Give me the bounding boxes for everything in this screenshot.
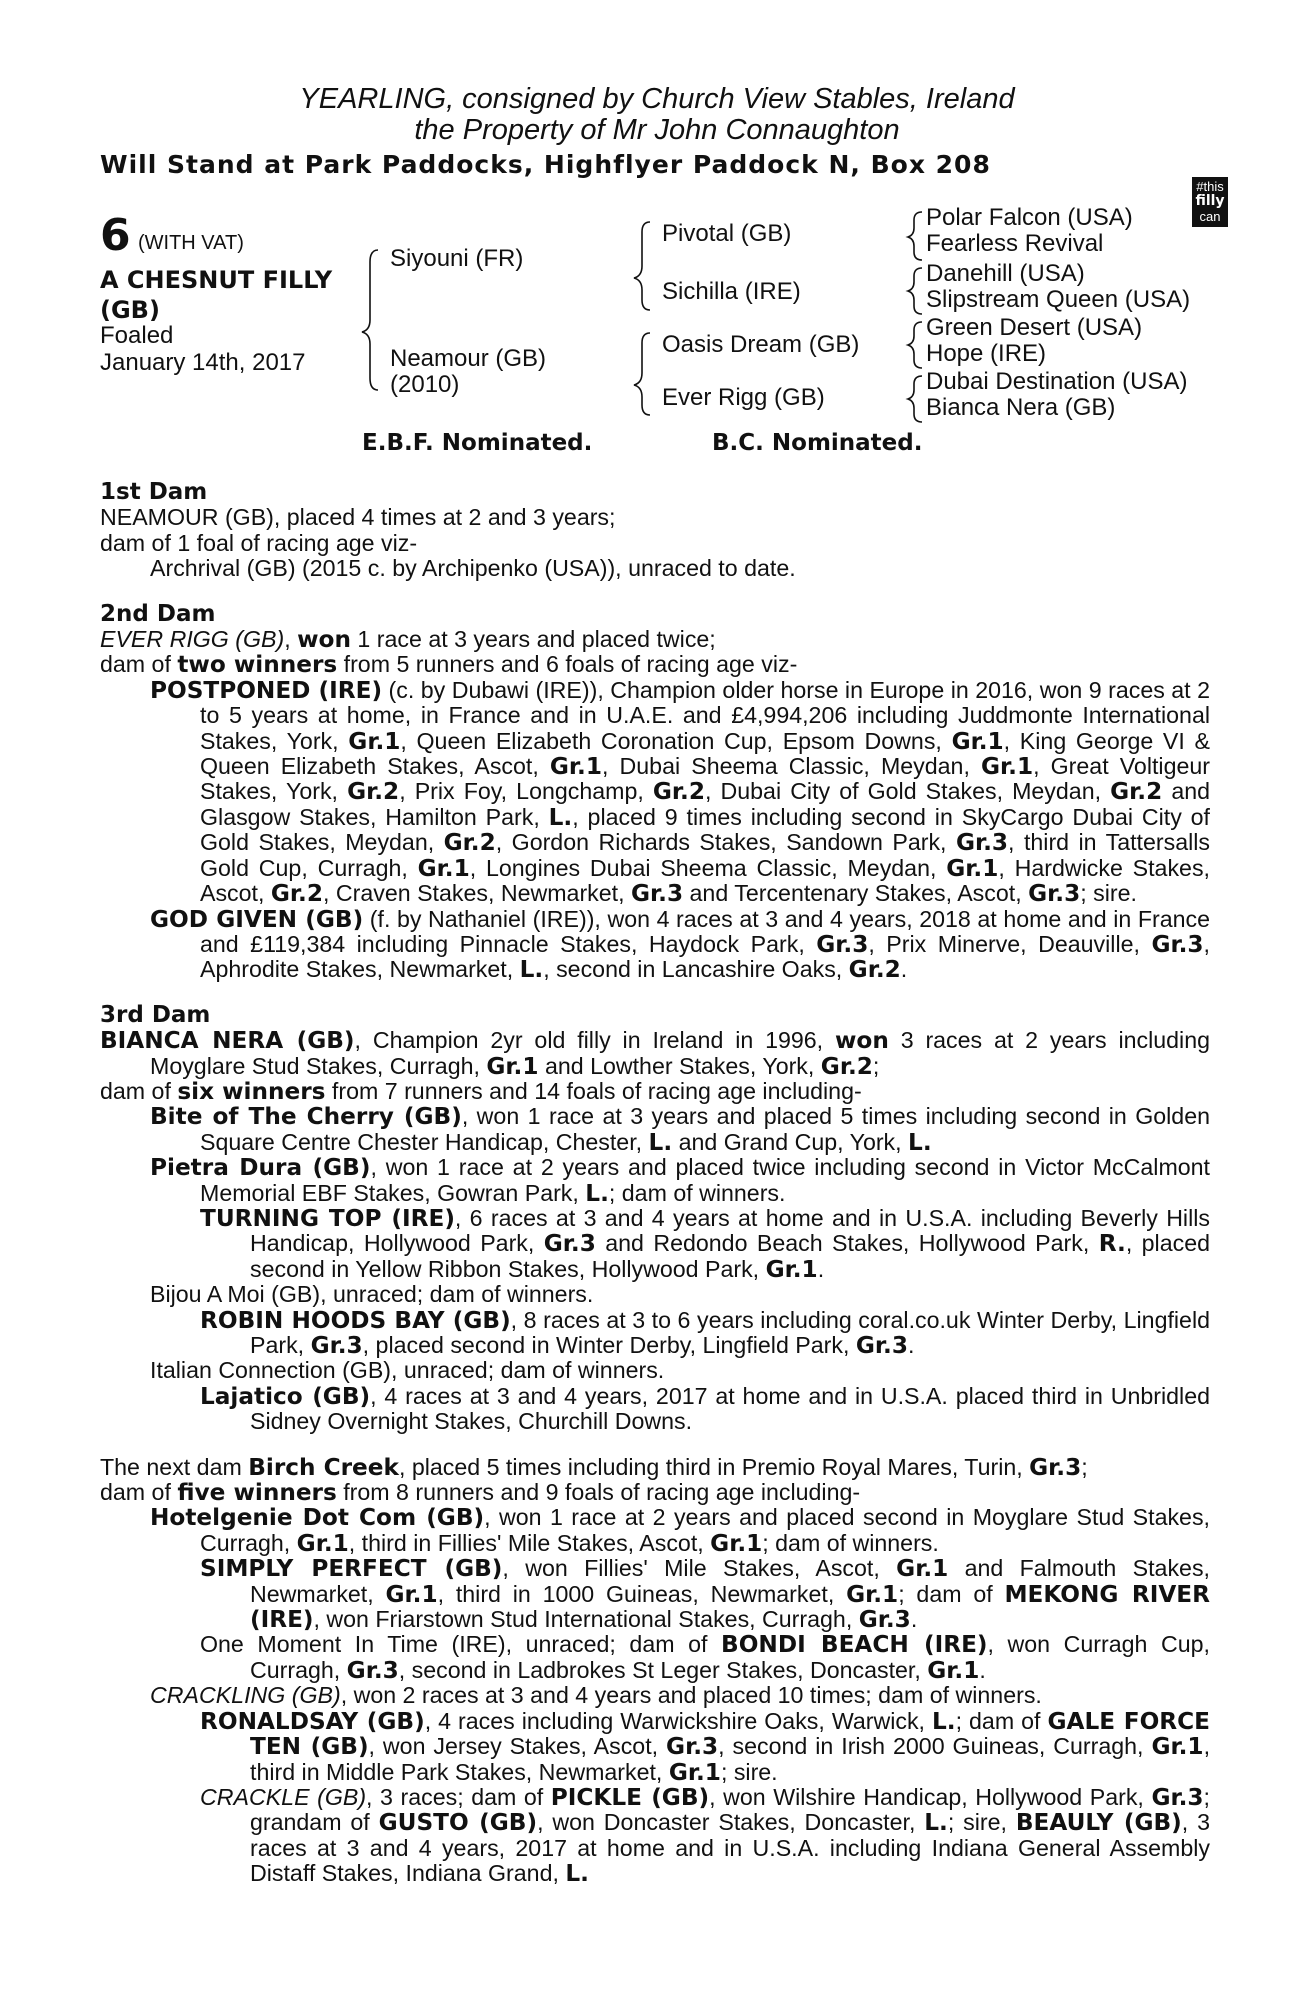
text-run: , Queen Elizabeth Coronation Cup, Epsom Downs, (400, 727, 952, 754)
text-run: , second in Irish 2000 Guineas, Curragh, (718, 1733, 1152, 1760)
entry-lajatico: Lajatico (GB), 4 races at 3 and 4 years, 2017 at home and in U.S.A. placed third in Unbridled Sidney Overnight Stakes, Churchill Downs. (200, 1382, 1210, 1435)
text-run: CRACKLING (GB) (150, 1682, 341, 1709)
text-run: Gr.1 (348, 727, 401, 755)
text-run: Gr.3 (310, 1332, 363, 1359)
text-run: , third in Tattersalls Gold Cup, Curragh, (200, 829, 1210, 881)
text-run: Gr.1 (927, 1656, 980, 1684)
next-dam-line (100, 1455, 1210, 1480)
text-run: L. (648, 1128, 673, 1156)
text-run: L. (932, 1707, 956, 1735)
text-run: , third in Middle Park Stakes, Newmarket, (250, 1733, 1211, 1785)
text-run: , won Doncaster Stakes, Doncaster, (537, 1809, 925, 1836)
family-notes (100, 480, 1210, 1887)
bc-nominated: B.C. Nominated. (712, 430, 923, 456)
text-run: dam of (100, 1077, 178, 1104)
text-run: , placed second in Yellow Ribbon Stakes, Hollywood Park, (250, 1230, 1210, 1282)
text-run: Gr.3 (630, 880, 684, 908)
text-run: L. (585, 1179, 609, 1207)
entry-bite-of-the-cherry: Bite of The Cherry (GB), won 1 race at 3 years and placed 5 times including second in Golden Square Centre Chester Handicap, Chester, L. and Grand Cup, York, L. (150, 1103, 1210, 1156)
text-run: , Dubai City of Gold Stakes, Meydan, (705, 778, 1111, 805)
text-run: , Hardwicke Stakes, Ascot, (200, 854, 1210, 907)
text-run: , third in Fillies' Mile Stakes, Ascot, (348, 1529, 711, 1556)
entry-crackling (150, 1683, 1210, 1708)
next-dam-winners (100, 1480, 1210, 1505)
text-run: ; (872, 1052, 880, 1079)
text-run: PICKLE (GB) (550, 1783, 710, 1811)
sire-sire: Pivotal (GB) (662, 220, 792, 247)
text-run: L. (565, 1860, 589, 1888)
this-filly-can-logo: #this filly can (1192, 177, 1228, 227)
first-dam-line: NEAMOUR (GB), placed 4 times at 2 and 3 years; (100, 504, 616, 531)
third-dam-winners (100, 1079, 1210, 1104)
text-run: Gr.1 (710, 1529, 763, 1557)
text-run: L. (548, 803, 573, 831)
text-run: Gr.1 (946, 854, 999, 882)
text-run: Gr.2 (652, 778, 705, 806)
ebf-nominated: E.B.F. Nominated. (362, 430, 593, 456)
text-run: , won 1 race at 2 years and placed second in Moyglare Stud Stakes, Curragh, (200, 1504, 1210, 1556)
text-run: dam of (100, 1479, 178, 1506)
text-run: Gr.1 (385, 1580, 438, 1608)
entry-postponed: POSTPONED (IRE) (c. by Dubawi (IRE)), Champion older horse in Europe in 2016, won 9 races at 2 to 5 years at home, in France and in U.A.E. and £4,994,206 including Juddmonte International Stakes, York, Gr.1, Queen Elizabeth Coronation Cup, Epsom Downs, Gr.1, King George VI & Queen Elizabeth Stakes, Ascot, Gr.1, Dubai Sheema Classic, Meydan, Gr.1, Great Voltigeur Stakes, York, Gr.2, Prix Foy, Longchamp, Gr.2, Dubai City of Gold Stakes, Meydan, Gr.2 and Glasgow Stakes, Hamilton Park, L., placed 9 times including second in SkyCargo Dubai City of Gold Stakes, Meydan, Gr.2, Gordon Richards Stakes, Sandown Park, Gr.3, third in Tattersalls Gold Cup, Curragh, Gr.1, Longines Dubai Sheema Classic, Meydan, Gr.1, Hardwicke Stakes, Ascot, Gr.2, Craven Stakes, Newmarket, Gr.3 and Tercentenary Stakes, Ascot, Gr.3; sire. (150, 676, 1211, 908)
text-run: , King George VI & Queen Elizabeth Stakes, Ascot, (200, 727, 1210, 780)
dam-year: (2010) (390, 371, 460, 398)
dam-name: Neamour (GB) (390, 345, 547, 372)
first-dam-foals: dam of 1 foal of racing age viz- (100, 529, 418, 556)
text-run: Gr.2 (848, 956, 901, 984)
text-run: , 4 races including Warwickshire Oaks, Warwick, (424, 1707, 932, 1734)
text-run: Gr.1 (417, 854, 470, 882)
text-run: , won 1 race at 2 years and placed twice including second in Victor McCalmont Memorial EBF Stakes, Gowran Park, (200, 1154, 1210, 1206)
text-run: five winners (177, 1479, 337, 1507)
text-run: , 6 races at 3 and 4 years at home and in U.S.A. including Beverly Hills Handicap, Hollywood Park, (250, 1204, 1210, 1257)
entry-ronaldsay: RONALDSAY (GB), 4 races including Warwickshire Oaks, Warwick, L.; dam of GALE FORCE TEN (GB), won Jersey Stakes, Ascot, Gr.3, second in Irish 2000 Guineas, Curragh, Gr.1, third in Middle Park Stakes, Newmarket, Gr.1; sire. (200, 1707, 1211, 1786)
text-run: Gr.1 (981, 753, 1034, 781)
text-run: 3 races at 2 years including Moyglare Stud Stakes, Curragh, (150, 1027, 1210, 1079)
sire-dam: Sichilla (IRE) (662, 278, 801, 305)
text-run: , Great Voltigeur Stakes, York, (200, 753, 1210, 805)
text-run: . (979, 1656, 986, 1683)
text-run: Gr.3 (1028, 880, 1081, 908)
gen3-1: Polar Falcon (USA) (926, 204, 1133, 231)
gen3-3: Danehill (USA) (926, 260, 1085, 287)
text-run: One Moment In Time (IRE), unraced; dam of (200, 1631, 722, 1658)
text-run: . (910, 1606, 918, 1633)
text-run: . (907, 1332, 915, 1358)
text-run: and Lowther Stakes, York, (538, 1052, 821, 1079)
entry-turning-top: TURNING TOP (IRE), 6 races at 3 and 4 years at home and in U.S.A. including Beverly Hills Handicap, Hollywood Park, Gr.3 and Redondo Beach Stakes, Hollywood Park, R., placed second in Yellow Ribbon Stakes, Hollywood Park, Gr.1. (200, 1204, 1210, 1283)
text-run: and Falmouth Stakes, Newmarket, (250, 1555, 1210, 1607)
second-dam-heading: 2nd Dam (100, 600, 216, 627)
text-run: (f. by Nathaniel (IRE)), won 4 races at 3 and 4 years, 2018 at home and in France and £119,384 including Pinnacle Stakes, Haydock Park, (200, 905, 1210, 957)
text-run: BONDI BEACH (IRE) (721, 1631, 988, 1659)
text-run: Gr.1 (549, 753, 602, 781)
text-run: , Gordon Richards Stakes, Sandown Park, (495, 829, 956, 856)
text-run: , placed second in Winter Derby, Lingfield Park, (362, 1332, 856, 1358)
stand-location: Will Stand at Park Paddocks, Highflyer Paddock N, Box 208 (100, 150, 991, 179)
text-run: six winners (177, 1077, 326, 1105)
text-run: , won 1 race at 3 years and placed 5 times including second in Golden Square Centre Chester Handicap, Chester, (200, 1103, 1210, 1155)
text-run: and Grand Cup, York, (672, 1128, 909, 1155)
entry-bianca-nera: BIANCA NERA (GB), Champion 2yr old filly in Ireland in 1996, won 3 races at 2 years including Moyglare Stud Stakes, Curragh, Gr.1 and Lowther Stakes, York, Gr.2; (100, 1027, 1210, 1080)
text-run: , won Curragh Cup, Curragh, (250, 1631, 1210, 1683)
text-run: Gr.2 (820, 1052, 873, 1080)
text-run: Gr.3 (1029, 1453, 1082, 1481)
entry-crackle: CRACKLE (GB), 3 races; dam of PICKLE (GB), won Wilshire Handicap, Hollywood Park, Gr.3; grandam of GUSTO (GB), won Doncaster Stakes, Doncaster, L.; sire, BEAULY (GB), 3 races at 3 and 4 years, 2017 at home and in U.S.A. including Indiana General Assembly Distaff Stakes, Indiana Grand, L. (200, 1783, 1210, 1888)
text-run: and Tercentenary Stakes, Ascot, (683, 880, 1029, 907)
text-run: ; (1081, 1453, 1088, 1480)
text-run: ; sire. (1080, 880, 1137, 907)
lot-number: 6 (100, 210, 131, 261)
text-run: , Longines Dubai Sheema Classic, Meydan, (469, 854, 947, 881)
text-run: Gr.2 (443, 829, 496, 857)
text-run: , second in Ladbrokes St Leger Stakes, Doncaster, (398, 1656, 928, 1683)
text-run: Gr.3 (955, 829, 1009, 857)
text-run: Gr.3 (1151, 930, 1204, 958)
text-run: , Aphrodite Stakes, Newmarket, (200, 930, 1210, 983)
gen3-4: Slipstream Queen (USA) (926, 286, 1191, 313)
text-run: Gr.3 (855, 1332, 908, 1359)
text-run: , won Jersey Stakes, Ascot, (368, 1733, 667, 1760)
text-run: , won 2 races at 3 and 4 years and placed 10 times; dam of winners. (340, 1682, 1042, 1709)
text-run: MEKONG RIVER (IRE) (250, 1580, 1211, 1634)
text-run: . (817, 1255, 825, 1282)
first-dam-heading: 1st Dam (100, 479, 208, 505)
text-run: The next dam (100, 1453, 249, 1480)
text-run: Gr.2 (270, 880, 323, 908)
text-run: , Prix Minerve, Deauville, (868, 930, 1152, 957)
consignment-line: YEARLING, consigned by Church View Stables, Ireland (299, 83, 1015, 115)
text-run: Gr.2 (1110, 778, 1163, 806)
text-run: L. (924, 1809, 948, 1837)
text-run: , 3 races at 3 and 4 years, 2017 at home and in U.S.A. including Indiana General Assembly Distaff Stakes, Indiana Grand, (250, 1809, 1210, 1887)
dam-dam: Ever Rigg (GB) (662, 384, 825, 411)
gen3-7: Dubai Destination (USA) (926, 368, 1188, 395)
text-run: , third in 1000 Guineas, Newmarket, (437, 1580, 847, 1607)
entry-italian-connection: Italian Connection (GB), unraced; dam of winners. (150, 1357, 665, 1384)
text-run: Gr.3 (543, 1230, 596, 1258)
text-run: Gr.3 (346, 1656, 399, 1684)
sire-name: Siyouni (FR) (390, 245, 524, 272)
text-run: , 8 races at 3 to 6 years including coral.co.uk Winter Derby, Lingfield Park, (250, 1306, 1211, 1358)
text-run: ; sire. (720, 1758, 778, 1785)
text-run: won (834, 1027, 889, 1055)
text-run: GUSTO (GB) (378, 1809, 538, 1837)
text-run: ; dam of (955, 1707, 1048, 1734)
entry-one-moment-in-time (200, 1632, 1210, 1683)
text-run: Gr.1 (1151, 1733, 1204, 1761)
text-run: , Dubai Sheema Classic, Meydan, (602, 753, 981, 780)
gen3-6: Hope (IRE) (926, 340, 1047, 367)
text-run: , Craven Stakes, Newmarket, (323, 880, 631, 907)
text-run: ; sire, (947, 1809, 1016, 1836)
text-run: , won Friarstown Stud International Stakes, Curragh, (313, 1606, 859, 1633)
gen3-8: Bianca Nera (GB) (926, 394, 1116, 421)
text-run: , won Fillies' Mile Stakes, Ascot, (502, 1555, 897, 1582)
text-run: . (900, 956, 908, 983)
vat-label: (WITH VAT) (138, 232, 244, 254)
foaled-date: Foaled January 14th, 2017 (100, 322, 306, 376)
text-run: , Champion 2yr old filly in Ireland in 1996, (354, 1027, 835, 1054)
text-run: Gr.3 (858, 1606, 911, 1634)
entry-simply-perfect: SIMPLY PERFECT (GB), won Fillies' Mile Stakes, Ascot, Gr.1 and Falmouth Stakes, Newmarket, Gr.1, third in 1000 Guineas, Newmarket, Gr.1; dam of MEKONG RIVER (IRE), won Friarstown Stud International Stakes, Curragh, Gr.3. (200, 1555, 1211, 1634)
text-run: , placed 9 times including second in SkyCargo Dubai City of Gold Stakes, Meydan, (200, 803, 1210, 856)
text-run: Gr.1 (668, 1758, 721, 1786)
text-run: ; dam of (898, 1580, 1005, 1607)
text-run: Gr.1 (951, 727, 1004, 755)
text-run: Birch Creek (248, 1453, 399, 1481)
text-run: Gr.3 (666, 1733, 719, 1761)
text-run: , 3 races; dam of (366, 1783, 551, 1810)
text-run: Gr.1 (846, 1580, 899, 1608)
text-run: from 8 runners and 9 foals of racing age including- (336, 1479, 861, 1506)
entry-hotelgenie: Hotelgenie Dot Com (GB), won 1 race at 2 years and placed second in Moyglare Stud Stakes, Curragh, Gr.1, third in Fillies' Mile Stakes, Ascot, Gr.1; dam of winners. (150, 1504, 1210, 1557)
text-run: Gr.3 (1151, 1783, 1204, 1811)
text-run: (c. by Dubawi (IRE)), Champion older horse in Europe in 2016, won 9 races at 2 to 5 years at home, in France and in U.A.E. and £4,994,206 including Juddmonte International Stakes, York, (200, 676, 1210, 754)
entry-robin-hoods-bay: ROBIN HOODS BAY (GB), 8 races at 3 to 6 years including coral.co.uk Winter Derby, Lingfield Park, Gr.3, placed second in Winter Derby, Lingfield Park, Gr.3. (200, 1306, 1211, 1359)
text-run: L. (519, 956, 544, 984)
text-run: Gr.1 (896, 1555, 949, 1583)
property-line: the Property of Mr John Connaughton (414, 114, 900, 146)
text-run: from 7 runners and 14 foals of racing age including- (325, 1077, 862, 1104)
text-run: Gr.2 (347, 778, 400, 806)
second-dam-winners: dam of two winners from 5 runners and 6 foals of racing age viz- (100, 651, 798, 679)
gen3-5: Green Desert (USA) (926, 314, 1143, 341)
text-run: Gr.1 (296, 1529, 349, 1557)
text-run: R. (1098, 1230, 1126, 1258)
second-dam-line: EVER RIGG (GB), won 1 race at 3 years and placed twice; (100, 626, 716, 654)
text-run: and Redondo Beach Stakes, Hollywood Park, (595, 1230, 1099, 1257)
text-run: BEAULY (GB) (1015, 1809, 1182, 1837)
text-run: Gr.1 (486, 1052, 539, 1080)
text-run: , placed 5 times including third in Premio Royal Mares, Turin, (398, 1453, 1030, 1480)
lot-name: A CHESNUT FILLY (GB) (100, 266, 333, 324)
text-run: ; dam of winners. (762, 1529, 939, 1556)
text-run: , Prix Foy, Longchamp, (399, 778, 653, 805)
foal-archrival: Archrival (GB) (2015 c. by Archipenko (USA)), unraced to date. (150, 555, 796, 582)
text-run: , second in Lancashire Oaks, (543, 956, 849, 983)
gen3-2: Fearless Revival (926, 230, 1104, 257)
third-dam-heading: 3rd Dam (100, 1001, 211, 1028)
text-run: GALE FORCE TEN (GB) (250, 1707, 1210, 1761)
text-run: Gr.1 (765, 1255, 818, 1283)
text-run: Gr.3 (816, 930, 869, 958)
entry-pietra-dura: Pietra Dura (GB), won 1 race at 2 years and placed twice including second in Victor McCalmont Memorial EBF Stakes, Gowran Park, L.; dam of winners. (150, 1154, 1210, 1207)
dam-sire: Oasis Dream (GB) (662, 331, 860, 358)
entry-god-given: GOD GIVEN (GB) (f. by Nathaniel (IRE)), won 4 races at 3 and 4 years, 2018 at home and in France and £119,384 including Pinnacle Stakes, Haydock Park, Gr.3, Prix Minerve, Deauville, Gr.3, Aphrodite Stakes, Newmarket, L., second in Lancashire Oaks, Gr.2. (150, 905, 1210, 984)
text-run: and Glasgow Stakes, Hamilton Park, (200, 778, 1211, 830)
text-run: , won Wilshire Handicap, Hollywood Park, (709, 1783, 1152, 1810)
text-run: ; dam of winners. (608, 1179, 786, 1206)
entry-bijou-a-moi: Bijou A Moi (GB), unraced; dam of winners. (150, 1281, 594, 1308)
text-run: L. (908, 1128, 932, 1156)
text-run: ; grandam of (250, 1783, 1210, 1836)
